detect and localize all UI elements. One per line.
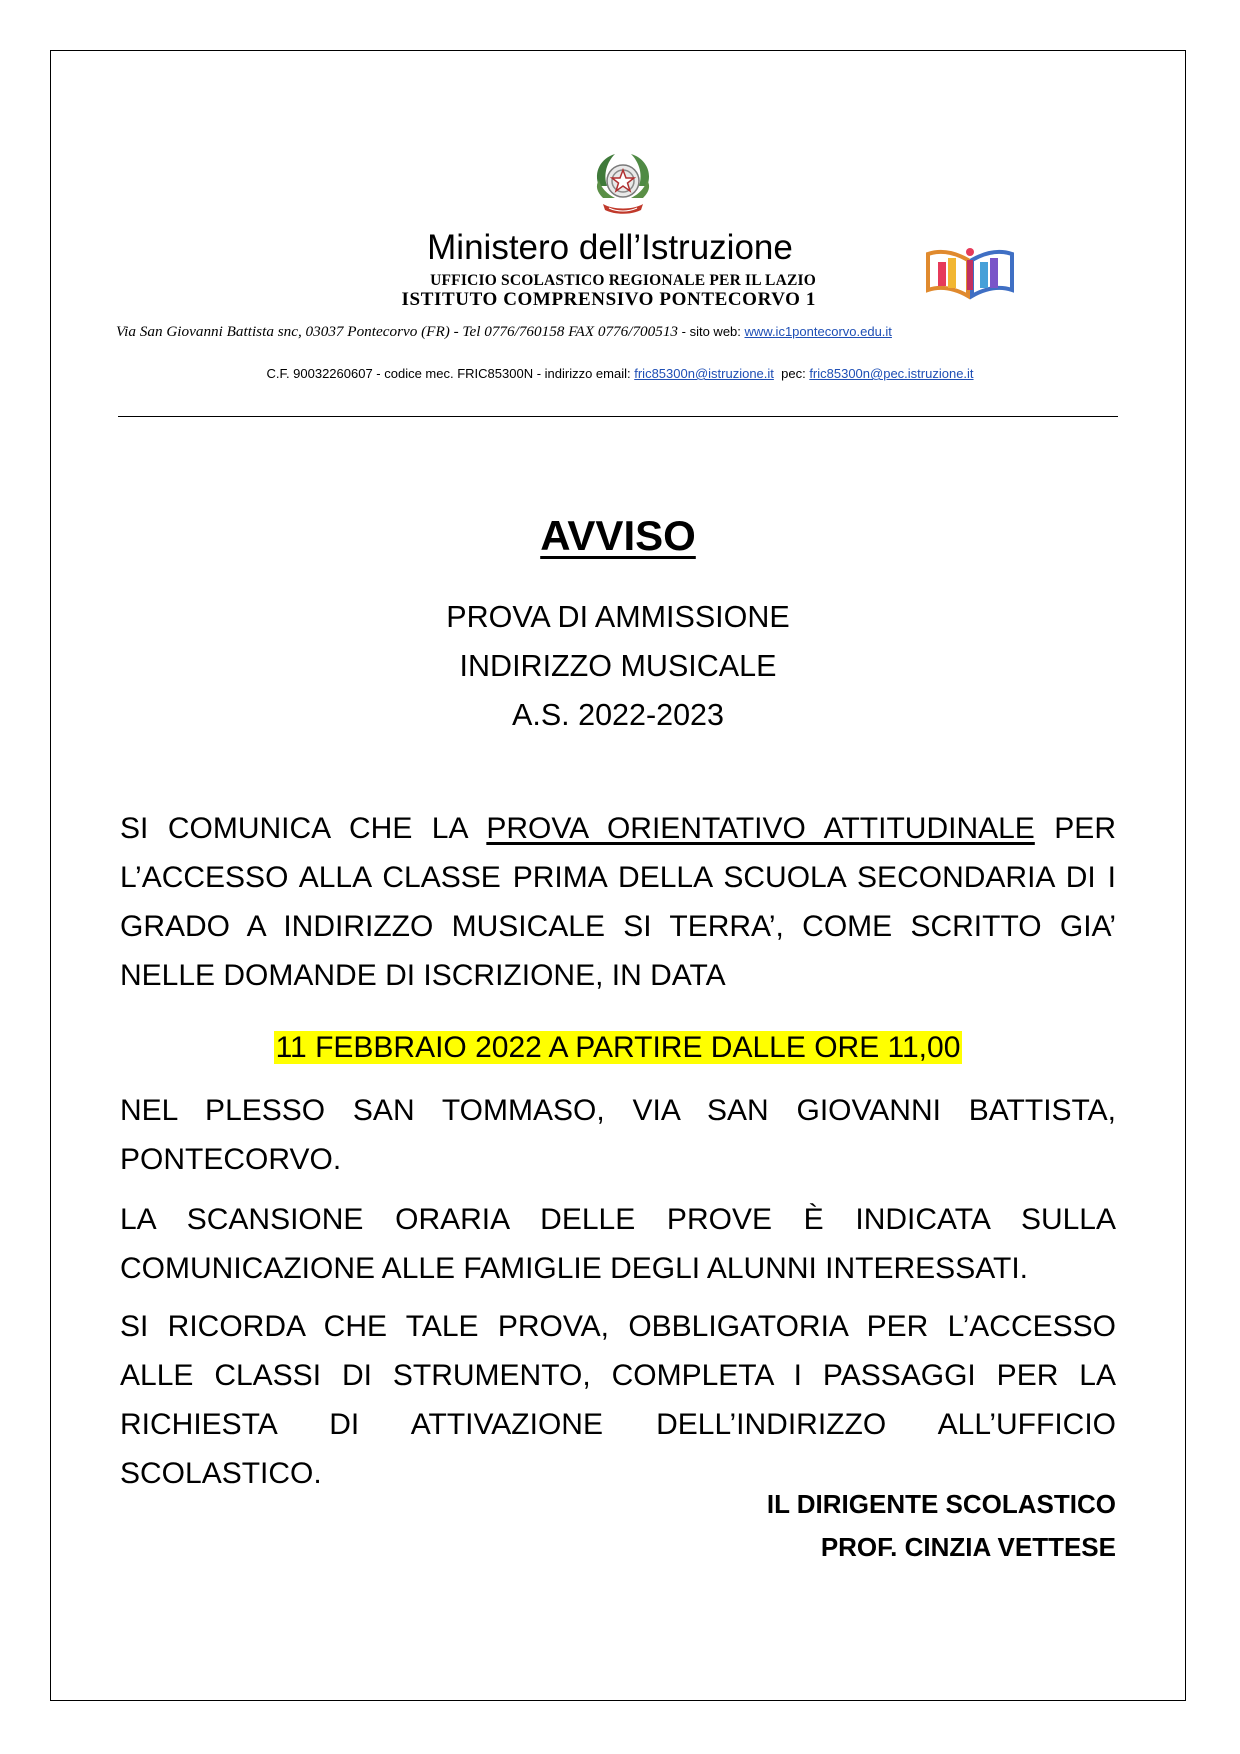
website-label: - sito web:	[678, 324, 745, 339]
email-link[interactable]: fric85300n@istruzione.it	[634, 366, 774, 381]
subtitle-line: INDIRIZZO MUSICALE	[459, 649, 777, 683]
paragraph-text: PER L’ACCESSO ALLA CLASSE PRIMA DELLA SCUOLA SECONDARIA DI I GRADO A INDIRIZZO MUSICALE SI TERRA’, COME SCRITTO GIA’ NELLE DOMANDE DI ISCRIZIONE, IN DATA	[120, 812, 1116, 992]
subtitle-line: A.S. 2022-2023	[512, 698, 724, 732]
date-text: 11 FEBBRAIO 2022 A PARTIRE DALLE ORE 11,00	[275, 1031, 961, 1064]
signature-role: IL DIRIGENTE SCOLASTICO	[766, 1489, 1116, 1519]
regional-office: UFFICIO SCOLASTICO REGIONALE PER IL LAZIO	[430, 272, 816, 289]
school-address	[116, 322, 1116, 342]
notice-title-text: AVVISO	[540, 512, 696, 559]
website-link[interactable]: www.ic1pontecorvo.edu.it	[744, 324, 892, 339]
pec-label: pec:	[773, 366, 810, 381]
pec-link[interactable]: fric85300n@pec.istruzione.it	[809, 366, 974, 381]
subtitle-line: PROVA DI AMMISSIONE	[446, 600, 790, 634]
fiscal-text: C.F. 90032260607 - codice mec. FRIC85300N - indirizzo email:	[266, 366, 635, 381]
institute-name: ISTITUTO COMPRENSIVO PONTECORVO 1	[401, 289, 816, 310]
underlined-text: PROVA ORIENTATIVO ATTITUDINALE	[486, 812, 1035, 845]
address-text: Via San Giovanni Battista snc, 03037 Pontecorvo (FR) - Tel 0776/760158 FAX 0776/700513	[116, 323, 679, 340]
header-divider	[118, 416, 1118, 417]
signature-name: PROF. CINZIA VETTESE	[820, 1532, 1116, 1562]
fiscal-info	[120, 364, 1120, 384]
notice-title	[120, 511, 1116, 561]
paragraph-text: SI COMUNICA CHE LA	[120, 812, 487, 845]
announcement-paragraph	[120, 804, 1116, 1000]
italian-republic-emblem-icon	[589, 148, 657, 220]
notice-subtitle	[120, 593, 1116, 740]
school-book-logo-icon	[924, 244, 1016, 300]
location-paragraph: NEL PLESSO SAN TOMMASO, VIA SAN GIOVANNI BATTISTA, PONTECORVO.	[120, 1094, 1116, 1176]
highlighted-date	[120, 1025, 1116, 1071]
schedule-paragraph: LA SCANSIONE ORARIA DELLE PROVE È INDICATA SULLA COMUNICAZIONE ALLE FAMIGLIE DEGLI ALUNNI INTERESSATI.	[120, 1203, 1116, 1285]
reminder-paragraph: SI RICORDA CHE TALE PROVA, OBBLIGATORIA PER L’ACCESSO ALLE CLASSI DI STRUMENTO, COMPLETA I PASSAGGI PER LA RICHIESTA DI ATTIVAZIONE DELL’INDIRIZZO ALL’UFFICIO SCOLASTICO.	[120, 1310, 1116, 1490]
ministry-name: Ministero dell’Istruzione	[427, 228, 793, 267]
